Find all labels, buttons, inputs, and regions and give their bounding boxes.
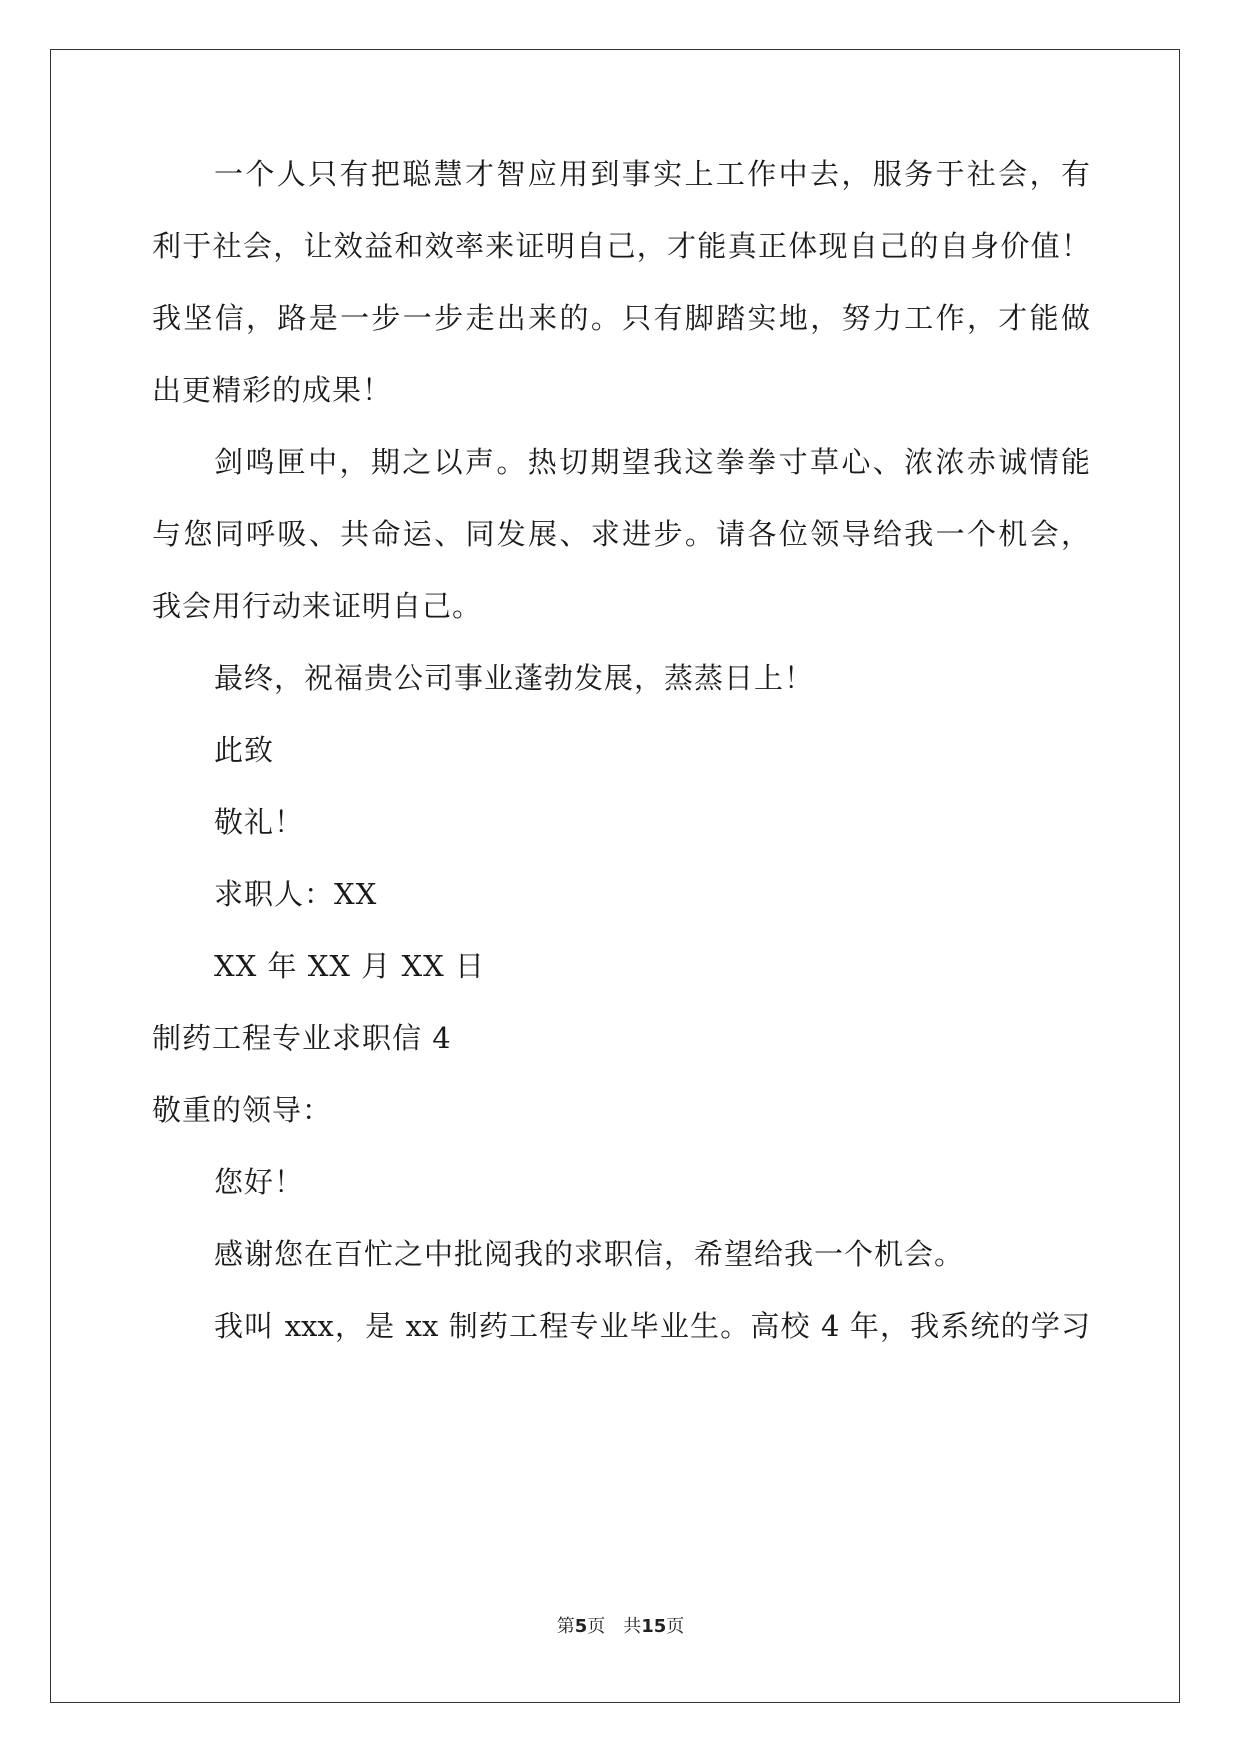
total-prefix: 共 xyxy=(623,1616,642,1637)
greeting: 敬重的领导： xyxy=(152,1093,333,1127)
page-suffix: 页 xyxy=(587,1616,606,1637)
date: XX 年 XX 月 XX 日 xyxy=(214,949,485,983)
signature: 求职人：XX xyxy=(214,877,378,911)
closing-wish: 最终，祝福贵公司事业蓬勃发展，蒸蒸日上！ xyxy=(214,661,815,695)
paragraph-2-line-3: 我会用行动来证明自己。 xyxy=(152,589,483,623)
paragraph-1-line-4: 出更精彩的成果！ xyxy=(152,373,393,407)
intro-paragraph-line-1: 我叫 xxx，是 xx 制药工程专业毕业生。高校 4 年，我系统的学习 xyxy=(214,1309,1090,1343)
paragraph-2-line-2: 与您同呼吸、共命运、同发展、求进步。请各位领导给我一个机会， xyxy=(152,517,1090,551)
paragraph-1-line-3: 我坚信，路是一步一步走出来的。只有脚踏实地，努力工作，才能做 xyxy=(152,301,1090,335)
paragraph-2-line-1: 剑鸣匣中，期之以声。热切期望我这拳拳寸草心、浓浓赤诚情能 xyxy=(214,445,1090,479)
salutation-jing-li: 敬礼！ xyxy=(214,805,305,839)
total-suffix: 页 xyxy=(666,1616,685,1637)
page-prefix: 第 xyxy=(556,1616,575,1637)
page-footer xyxy=(0,1612,1241,1638)
paragraph-1-line-1: 一个人只有把聪慧才智应用到事实上工作中去，服务于社会，有 xyxy=(214,157,1090,191)
section-title: 制药工程专业求职信 4 xyxy=(152,1021,452,1055)
page-number: 5 xyxy=(574,1616,588,1637)
hello: 您好！ xyxy=(214,1165,305,1199)
thanks-paragraph: 感谢您在百忙之中批阅我的求职信，希望给我一个机会。 xyxy=(214,1237,965,1271)
total-pages: 15 xyxy=(641,1616,667,1637)
paragraph-1-line-2: 利于社会，让效益和效率来证明自己，才能真正体现自己的自身价值！ xyxy=(152,229,1090,263)
salutation-ci-zhi: 此致 xyxy=(214,733,275,767)
